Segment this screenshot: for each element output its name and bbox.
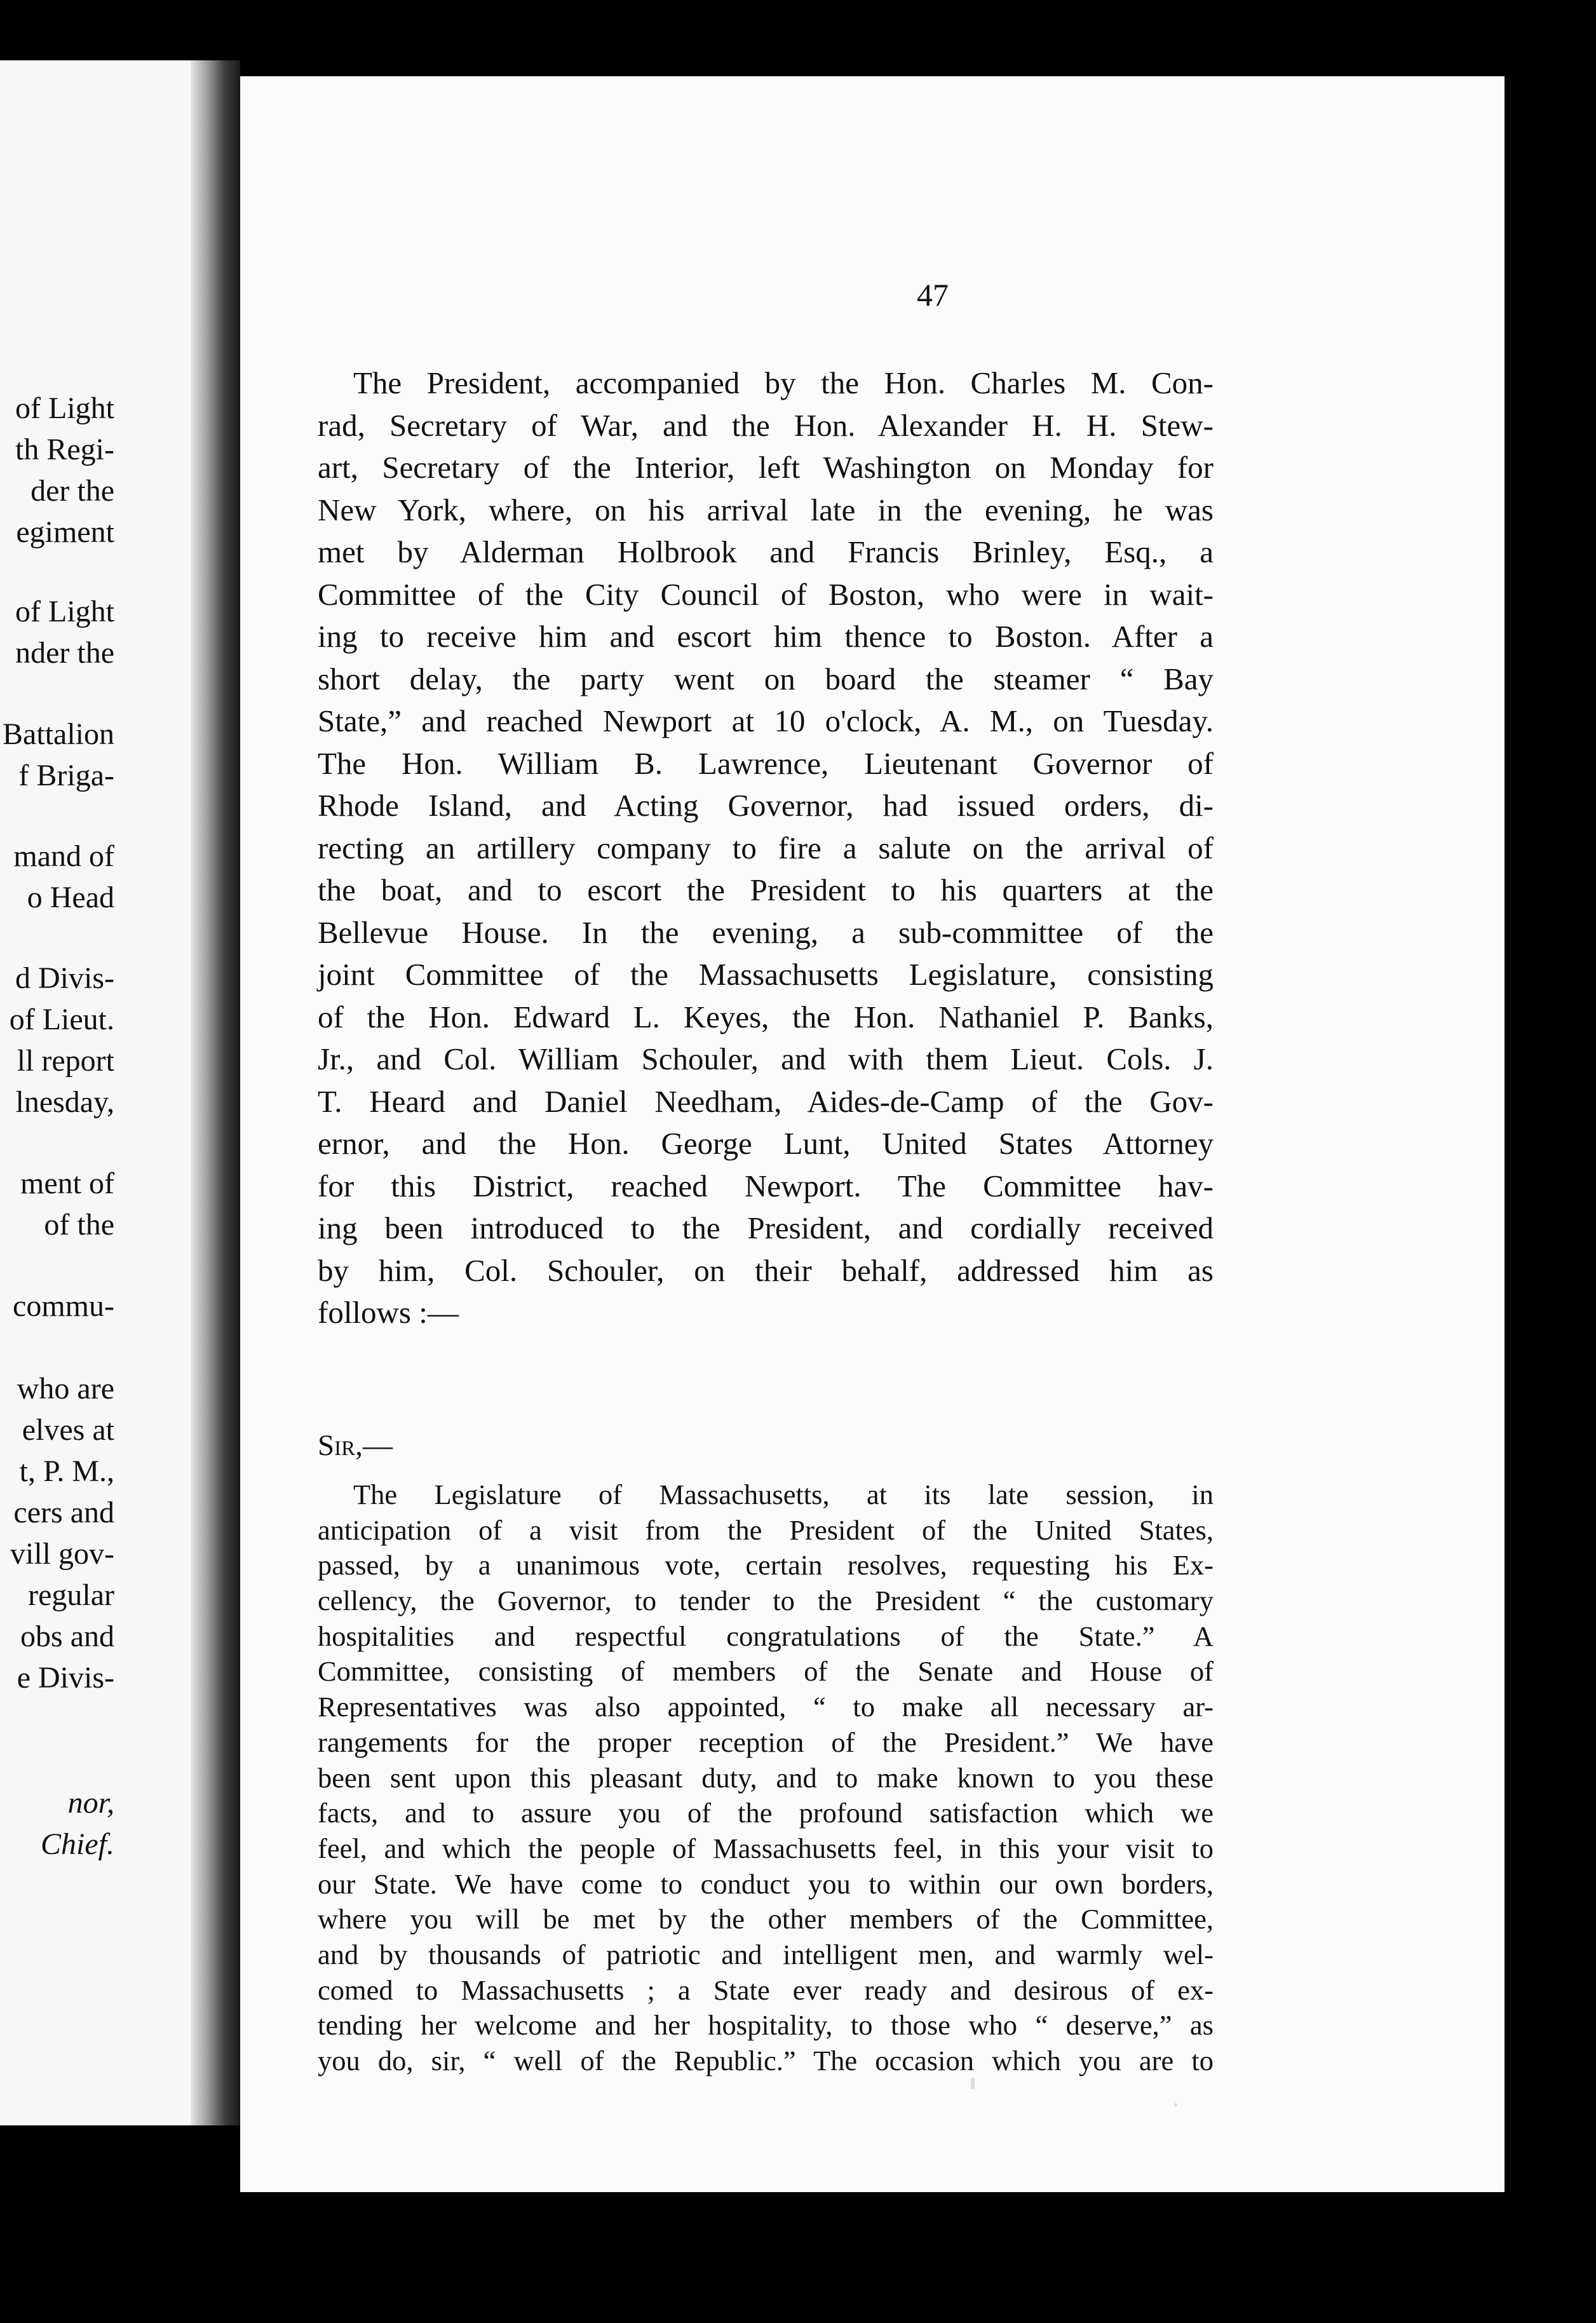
letter-line: rangements for the proper reception of the President.” We have (318, 1726, 1214, 1758)
letter-line: you do, sir, “ well of the Republic.” The occasion which you are to (318, 2045, 1214, 2076)
paragraph-line: for this District, reached Newport. The Committee hav- (318, 1168, 1214, 1203)
left-page-line: of Light (15, 595, 114, 628)
letter-line: cellency, the Governor, to tender to the President “ the customary (318, 1585, 1214, 1617)
left-page-line: elves at (22, 1413, 114, 1447)
left-page-line: Chief. (41, 1827, 114, 1861)
letter-line: and by thousands of patriotic and intelligent men, and warmly wel- (318, 1938, 1214, 1970)
paragraph-line: of the Hon. Edward L. Keyes, the Hon. Nathaniel P. Banks, (318, 999, 1214, 1034)
facing-left-page (0, 60, 203, 2125)
paragraph-line: by him, Col. Schouler, on their behalf, addressed him as (318, 1252, 1214, 1288)
left-page-line: regular (28, 1578, 114, 1612)
page-number: 47 (917, 277, 949, 313)
left-page-line: Battalion (3, 717, 114, 751)
paragraph-line: art, Secretary of the Interior, left Washington on Monday for (318, 450, 1214, 485)
left-page-line: of Light (15, 391, 114, 425)
left-page-line: mand of (13, 839, 114, 873)
main-page (240, 76, 1505, 2192)
left-page-line: nder the (15, 636, 114, 670)
left-page-line: t, P. M., (19, 1454, 114, 1488)
left-page-line: der the (30, 474, 114, 508)
paragraph-line: The President, accompanied by the Hon. Charles M. Con- (353, 365, 1214, 400)
left-page-line: who are (17, 1372, 114, 1405)
letter-body (318, 1477, 1214, 2079)
letter-line: The Legislature of Massachusetts, at its late session, in (353, 1479, 1214, 1510)
left-page-line: d Divis- (15, 961, 114, 995)
paragraph-line: New York, where, on his arrival late in the evening, he was (318, 492, 1214, 527)
left-page-line: egiment (16, 515, 114, 549)
paragraph-line: short delay, the party went on board the steamer “ Bay (318, 661, 1214, 696)
paragraph-line: Bellevue House. In the evening, a sub-committee of the (318, 914, 1214, 950)
letter-line: been sent upon this pleasant duty, and to make known to you these (318, 1761, 1214, 1794)
paragraph-line: Jr., and Col. William Schouler, and with them Lieut. Cols. J. (318, 1041, 1214, 1076)
paragraph-line: ernor, and the Hon. George Lunt, United States Attorney (318, 1126, 1214, 1161)
letter-line: hospitalities and respectful congratulations of the State.” A (318, 1620, 1214, 1652)
paragraph-line: ing been introduced to the President, and cordially received (318, 1210, 1214, 1245)
paragraph-line: rad, Secretary of War, and the Hon. Alexander H. H. Stew- (318, 407, 1214, 443)
letter-line: Representatives was also appointed, “ to make all necessary ar- (318, 1691, 1214, 1723)
left-page-line: vill gov- (10, 1537, 114, 1571)
left-page-line: f Briga- (18, 759, 114, 792)
paragraph-line: the boat, and to escort the President to his quarters at the (318, 872, 1214, 907)
left-page-line: nor, (67, 1786, 114, 1820)
left-page-line: lnesday, (15, 1085, 114, 1119)
paragraph-line: Rhode Island, and Acting Governor, had issued orders, di- (318, 788, 1214, 823)
letter-line: anticipation of a visit from the President of the United States, (318, 1514, 1214, 1546)
letter-line: where you will be met by the other members of the Committee, (318, 1903, 1214, 1935)
paragraph-line: T. Heard and Daniel Needham, Aides-de-Camp of the Gov- (318, 1083, 1214, 1119)
paragraph-line: follows :— (318, 1295, 459, 1330)
letter-line: passed, by a unanimous vote, certain resolves, requesting his Ex- (318, 1549, 1214, 1581)
letter-line: facts, and to assure you of the profound satisfaction which we (318, 1797, 1214, 1829)
left-page-line: ment of (20, 1167, 114, 1200)
paragraph-line: Committee of the City Council of Boston, who were in wait- (318, 576, 1214, 612)
left-page-line: of Lieut. (9, 1003, 114, 1036)
book-gutter-shadow (191, 60, 240, 2125)
paragraph-line: State,” and reached Newport at 10 o'clock, A. M., on Tuesday. (318, 703, 1214, 738)
left-page-line: th Regi- (15, 433, 114, 466)
narrative-paragraph (318, 362, 1214, 1334)
paragraph-line: met by Alderman Holbrook and Francis Brinley, Esq., a (318, 534, 1214, 569)
paragraph-line: recting an artillery company to fire a salute on the arrival of (318, 830, 1214, 865)
letter-line: Committee, consisting of members of the Senate and House of (318, 1655, 1214, 1688)
paragraph-line: joint Committee of the Massachusetts Legislature, consisting (318, 957, 1214, 992)
letter-line: tending her welcome and her hospitality, to those who “ deserve,” as (318, 2009, 1214, 2042)
left-page-line: obs and (20, 1620, 114, 1653)
left-page-line: cers and (13, 1496, 114, 1529)
letter-line: our State. We have come to conduct you to within our own borders, (318, 1867, 1214, 1900)
letter-line: comed to Massachusetts ; a State ever ready and desirous of ex- (318, 1974, 1214, 2006)
paragraph-line: ing to receive him and escort him thence to Boston. After a (318, 619, 1214, 654)
left-page-line: o Head (27, 881, 114, 914)
left-page-line: of the (44, 1208, 114, 1242)
left-page-line: e Divis- (17, 1661, 114, 1695)
letter-salutation: Sir,— (318, 1429, 393, 1462)
paragraph-line: The Hon. William B. Lawrence, Lieutenant Governor of (318, 745, 1214, 781)
left-page-line: ll report (17, 1044, 114, 1078)
letter-line: feel, and which the people of Massachusetts feel, in this your visit to (318, 1832, 1214, 1864)
left-page-line: commu- (13, 1289, 114, 1323)
